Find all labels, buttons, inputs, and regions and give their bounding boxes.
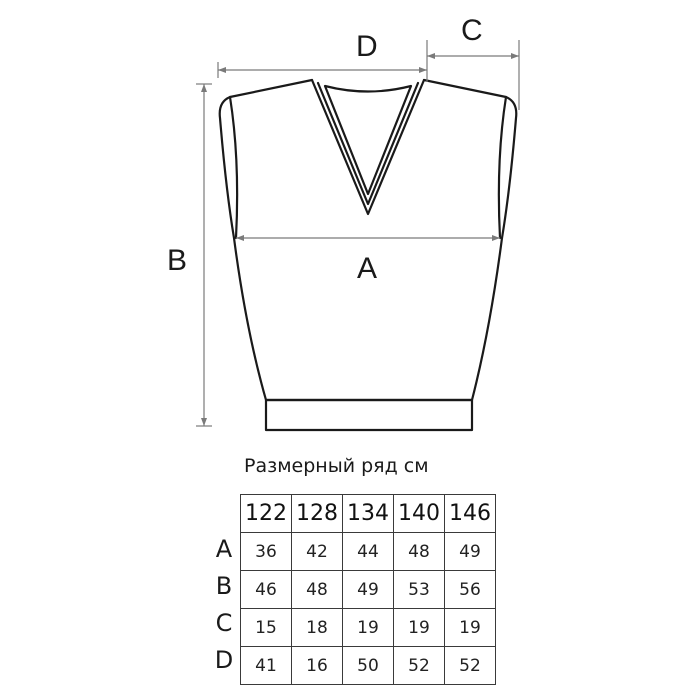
table-cell: 49	[343, 571, 394, 609]
size-header-cell: 134	[343, 495, 394, 533]
table-cell: 16	[292, 647, 343, 685]
size-header-row	[241, 495, 496, 533]
size-chart-title: Размерный ряд см	[244, 455, 429, 477]
table-cell: 50	[343, 647, 394, 685]
table-cell: 18	[292, 609, 343, 647]
table-cell: 48	[394, 533, 445, 571]
table-row	[241, 647, 496, 685]
table-cell: 56	[445, 571, 496, 609]
size-header-cell: 128	[292, 495, 343, 533]
table-cell: 52	[445, 647, 496, 685]
size-header-cell: 146	[445, 495, 496, 533]
table-cell: 15	[241, 609, 292, 647]
row-label-d: D	[214, 646, 234, 674]
table-cell: 19	[343, 609, 394, 647]
table-cell: 19	[394, 609, 445, 647]
row-label-b: B	[215, 572, 233, 600]
label-b: B	[167, 244, 188, 277]
table-row	[241, 609, 496, 647]
vest-collar-band-inner	[318, 83, 418, 204]
row-label-c: C	[215, 609, 233, 637]
table-cell: 41	[241, 647, 292, 685]
table-cell: 52	[394, 647, 445, 685]
table-cell: 53	[394, 571, 445, 609]
label-c: C	[461, 14, 483, 47]
table-cell: 44	[343, 533, 394, 571]
table-cell: 48	[292, 571, 343, 609]
size-chart-table	[240, 494, 496, 685]
table-row	[241, 571, 496, 609]
table-cell: 49	[445, 533, 496, 571]
vest-hem-band	[266, 400, 472, 430]
table-cell: 42	[292, 533, 343, 571]
table-row	[241, 533, 496, 571]
label-a: A	[357, 252, 378, 285]
table-cell: 36	[241, 533, 292, 571]
table-cell: 46	[241, 571, 292, 609]
table-cell: 19	[445, 609, 496, 647]
size-header-cell: 140	[394, 495, 445, 533]
size-header-cell: 122	[241, 495, 292, 533]
vest-body-outline	[220, 80, 517, 400]
row-label-a: A	[215, 535, 233, 563]
label-d: D	[356, 30, 378, 63]
